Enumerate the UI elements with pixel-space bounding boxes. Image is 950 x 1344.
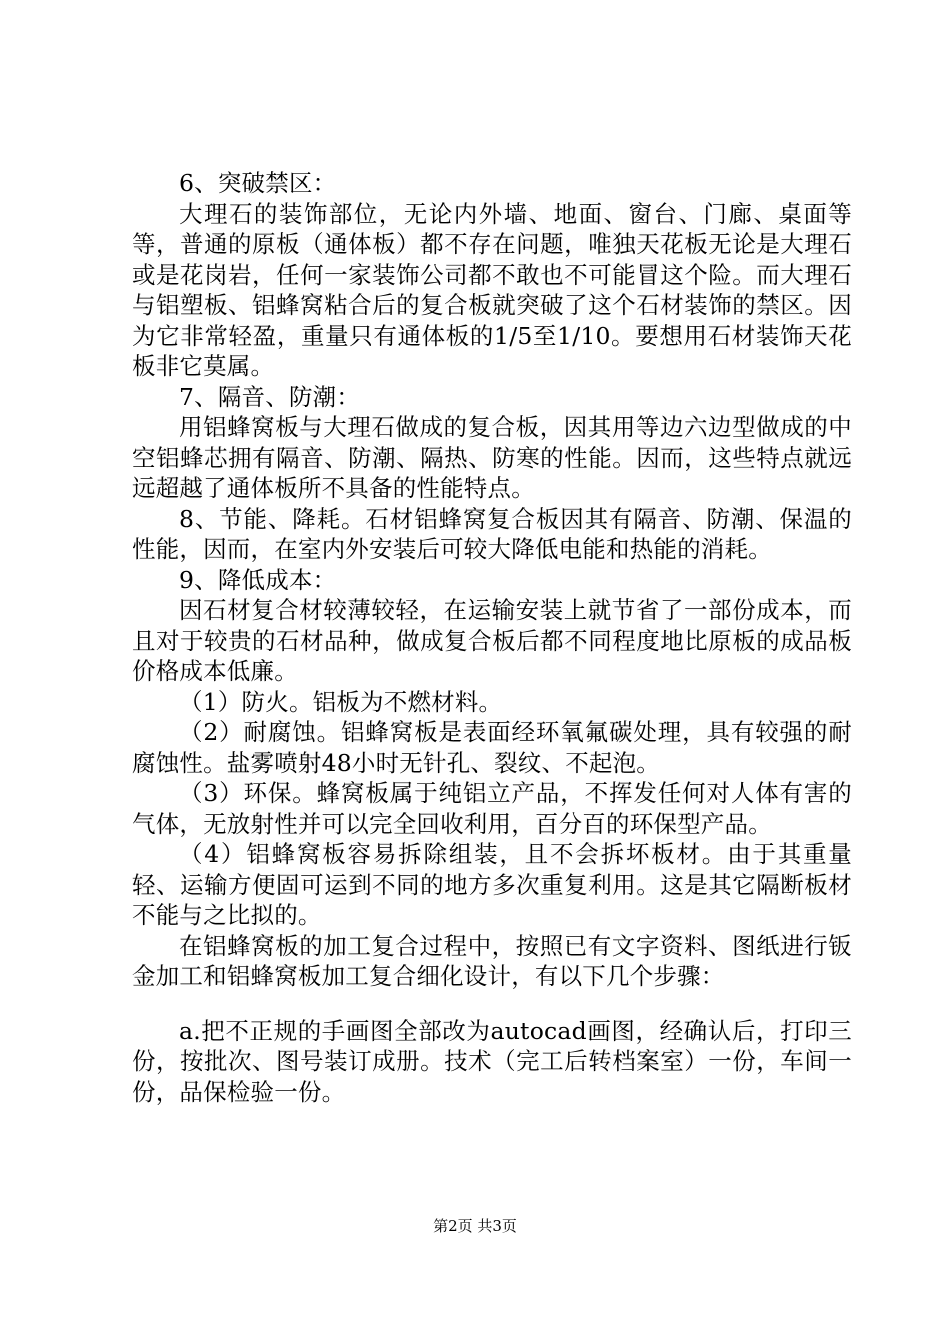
paragraph: 大理石的装饰部位，无论内外墙、地面、窗台、门廊、桌面等等，普通的原板（通体板）都不存在问题，唯独天花板无论是大理石或是花岗岩，任何一家装饰公司都不敢也不可能冒这个险。而大理石与铝塑板、铝蜂窝粘合后的复合板就突破了这个石材装饰的禁区。因为它非常轻盈，重量只有通体板的1/5至1/10。要想用石材装饰天花板非它莫属。 <box>132 199 852 380</box>
spacer <box>132 992 852 1016</box>
paragraph: 因石材复合材较薄较轻，在运输安装上就节省了一部份成本，而且对于较贵的石材品种，做成复合板后都不同程度地比原板的成品板价格成本低廉。 <box>132 596 852 685</box>
step-a: a.把不正规的手画图全部改为autocad画图，经确认后，打印三份，按批次、图号装订成册。技术（完工后转档案室）一份，车间一份，品保检验一份。 <box>132 1016 852 1106</box>
section-heading-7: 7、隔音、防潮： <box>179 382 361 411</box>
section-heading-9: 9、降低成本： <box>179 565 337 594</box>
list-item-4: （4）铝蜂窝板容易拆除组装，且不会拆坏板材。由于其重量轻、运输方便固可运到不同的地方多次重复利用。这是其它隔断板材不能与之比拟的。 <box>132 840 852 929</box>
list-item-1: （1）防火。铝板为不燃材料。 <box>179 687 503 716</box>
list-item-3: （3）环保。蜂窝板属于纯铝立产品，不挥发任何对人体有害的气体，无放射性并可以完全回收利用，百分百的环保型产品。 <box>132 779 852 838</box>
section-heading-6: 6、突破禁区： <box>179 169 337 197</box>
section-8: 8、节能、降耗。石材铝蜂窝复合板因其有隔音、防潮、保温的性能，因而，在室内外安装后可较大降低电能和热能的消耗。 <box>132 504 852 563</box>
document-body <box>132 168 852 1107</box>
paragraph: 用铝蜂窝板与大理石做成的复合板，因其用等边六边型做成的中空铝蜂芯拥有隔音、防潮、隔热、防寒的性能。因而，这些特点就远远超越了通体板所不具备的性能特点。 <box>132 413 852 502</box>
page-footer: 第2页 共3页 <box>433 1217 517 1235</box>
list-item-2: （2）耐腐蚀。铝蜂窝板是表面经环氧氟碳处理，具有较强的耐腐蚀性。盐雾喷射48小时无针孔、裂纹、不起泡。 <box>132 718 852 777</box>
paragraph: 在铝蜂窝板的加工复合过程中，按照已有文字资料、图纸进行钣金加工和铝蜂窝板加工复合细化设计，有以下几个步骤： <box>132 931 852 990</box>
